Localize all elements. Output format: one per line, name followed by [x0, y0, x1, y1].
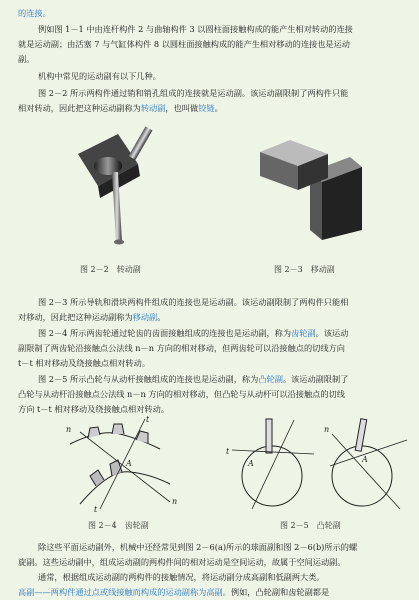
figure-2-3-prismatic-joint	[250, 132, 370, 242]
label-t1: t	[146, 415, 150, 424]
label-t-left: t	[226, 447, 230, 456]
text-line-3: 就是运动副；由活塞 7 与气缸体构件 8 以圆柱面接触构成的能产生相对移动的连接也是运动	[18, 39, 350, 49]
figure-2-5-caption: 图 2－5 凸轮副	[280, 521, 341, 530]
text-line-12: t－t 相对移动及绕接触点相对转动。	[18, 358, 150, 368]
text-line-4: 副。	[18, 54, 35, 64]
figure-2-4-gear-pair	[60, 414, 180, 514]
label-t2: t	[94, 505, 98, 514]
label-n2: n	[172, 497, 178, 506]
text-line-1: 的连接。	[18, 8, 51, 18]
figure-2-2-caption: 图 2－2 转动副	[80, 265, 141, 274]
text-line-16: 除这些平面运动副外，机械中还经常见到图 2－6(a)所示的球面副和图 2－6(b)所示的螺	[38, 542, 358, 552]
figure-2-3-caption: 图 2－3 移动副	[274, 265, 335, 274]
label-a: A	[126, 459, 132, 468]
text-line-11: 副限制了两齿轮沿接触点公法线 n－n 方向的相对移动，但两齿轮可以沿接触点的切线方向	[18, 343, 345, 353]
label-a-right: A	[362, 455, 368, 464]
text-line-18: 通常，根据组成运动副的两构件的接触情况，将运动副分成高副和低副两大类。	[38, 572, 325, 582]
text-line-8: 图 2－3 所示导轨和滑块两构件组成的连接也是运动副。该运动副限制了两构件只能相	[38, 297, 349, 307]
figure-2-2-revolute-joint	[58, 124, 168, 256]
text-line-15: 方向 t－t 相对移动及绕接触点相对转动。	[18, 404, 169, 414]
text-line-6: 图 2－2 所示两构件通过销和销孔组成的连接就是运动副。该运动副限制了两构件只能	[38, 88, 349, 98]
label-n1: n	[66, 425, 72, 434]
text-line-5: 机构中常见的运动副有以下几种。	[38, 71, 161, 81]
text-line-14: 凸轮与从动杆沿接触点公法线 n－n 方向的相对移动，但凸轮与从动杆可以沿接触点的切线	[18, 389, 345, 399]
figure-2-5-cam-pair	[222, 414, 412, 514]
text-line-13: 图 2－5 所示凸轮与从动杆接触组成的连接也是运动副，称为凸轮副。该运动副限制了	[38, 374, 349, 384]
text-line-10: 图 2－4 所示两齿轮通过轮齿的齿面接触组成的连接也是运动副，称为齿轮副。该运动	[38, 328, 349, 338]
text-line-2: 例如图 1－1 中由连杆构件 2 与曲轴构件 3 以圆柱面接触构成的能产生相对转动的连接	[38, 24, 353, 34]
label-a-left: A	[248, 459, 254, 468]
label-n-right: n	[324, 425, 330, 434]
text-line-9: 对移动，因此把这种运动副称为移动副。	[18, 312, 166, 322]
text-line-19: 高副——两构件通过点或线接触而构成的运动副称为高副。例如，凸轮副和齿轮副都是	[18, 587, 330, 597]
text-line-17: 旋副。这些运动副中，组成运动副的两构件间的相对运动是空间运动，故属于空间运动副。	[18, 557, 346, 567]
text-line-7: 相对转动，因此把这种运动副称为转动副，也叫做铰链。	[18, 103, 223, 113]
figure-2-4-caption: 图 2－4 齿轮副	[88, 521, 149, 530]
